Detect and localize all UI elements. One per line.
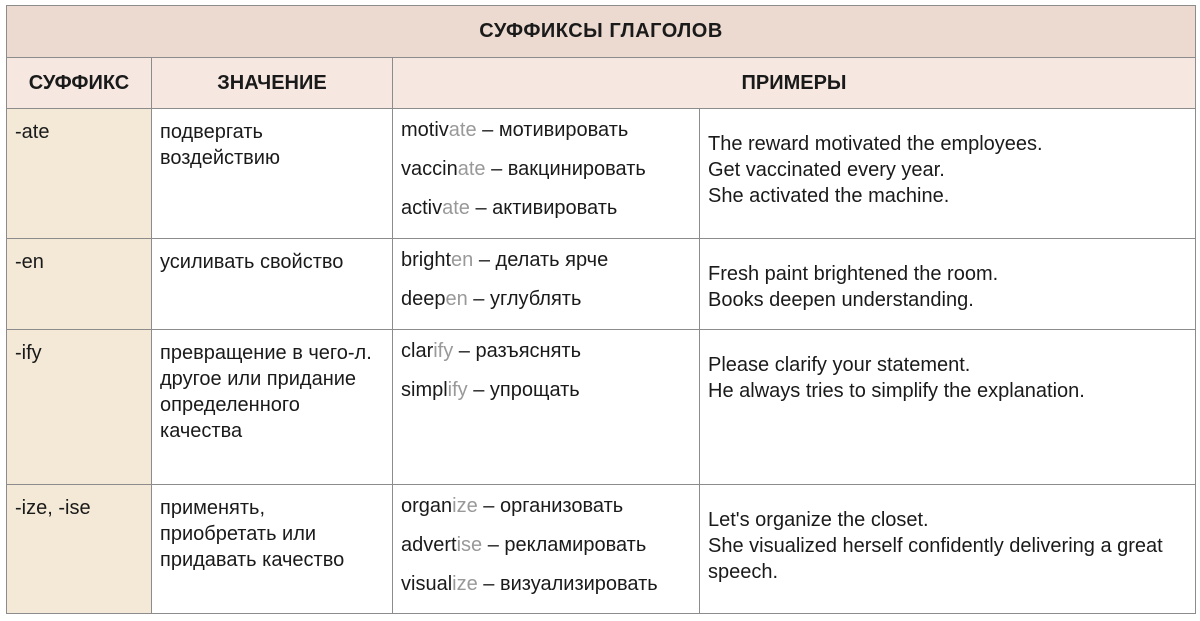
word-stem: vaccin (401, 158, 458, 180)
title-row (7, 6, 1196, 58)
verb-suffixes-table (6, 5, 1196, 614)
examples-cell (393, 109, 700, 239)
word-suffix: ate (448, 119, 477, 141)
example-word (401, 338, 695, 377)
word-translation: – визуализировать (477, 573, 658, 595)
suffix-cell: -ate (7, 109, 152, 239)
example-word (401, 195, 695, 234)
examples-cell (393, 485, 700, 614)
example-sentence: The reward motivated the employees. (708, 133, 1043, 155)
table-row (7, 239, 1196, 330)
word-translation: – мотивировать (476, 119, 629, 141)
header-meaning: ЗНАЧЕНИЕ (152, 58, 393, 109)
table-title: СУФФИКСЫ ГЛАГОЛОВ (7, 6, 1196, 58)
example-word (401, 117, 695, 156)
table-row (7, 485, 1196, 614)
word-translation: – делать ярче (473, 249, 609, 271)
example-word (401, 156, 695, 195)
meaning-cell: усиливать свойство (152, 239, 393, 330)
suffix-cell: -ize, -ise (7, 485, 152, 614)
example-sentence: Books deepen understanding. (708, 289, 974, 311)
example-sentence: She activated the machine. (708, 185, 950, 207)
word-stem: motiv (401, 119, 449, 141)
word-stem: activ (401, 197, 443, 219)
word-stem: clar (401, 340, 434, 362)
word-translation: – вакцинировать (485, 158, 646, 180)
table-row (7, 109, 1196, 239)
example-word (401, 377, 695, 416)
header-suffix: СУФФИКС (7, 58, 152, 109)
word-suffix: ate (457, 158, 486, 180)
word-translation: – упрощать (467, 379, 580, 401)
word-suffix: en (445, 288, 468, 310)
word-stem: visual (401, 573, 453, 595)
example-word (401, 247, 695, 286)
sentences-cell (700, 330, 1196, 485)
table-row (7, 330, 1196, 485)
examples-cell (393, 330, 700, 485)
example-sentence: Let's organize the closet. (708, 509, 929, 531)
word-suffix: en (451, 249, 474, 271)
word-suffix: ize (452, 573, 478, 595)
word-translation: – активировать (469, 197, 618, 219)
word-suffix: ify (433, 340, 454, 362)
example-word (401, 532, 695, 571)
word-suffix: ify (447, 379, 468, 401)
meaning-cell: подвергать воздействию (152, 109, 393, 239)
word-suffix: ise (456, 534, 483, 556)
meaning-cell: превращение в чего-л. другое или придание определенного качества (152, 330, 393, 485)
example-sentence: Please clarify your statement. (708, 354, 971, 376)
example-word (401, 571, 695, 610)
example-sentence: She visualized herself confidently delivering a great speech. (708, 535, 1163, 583)
suffix-cell: -ify (7, 330, 152, 485)
example-sentence: He always tries to simplify the explanation. (708, 380, 1085, 402)
suffix-cell: -en (7, 239, 152, 330)
example-sentence: Get vaccinated every year. (708, 159, 945, 181)
word-stem: bright (401, 249, 452, 271)
word-suffix: ate (442, 197, 470, 219)
word-translation: – углублять (467, 288, 582, 310)
word-translation: – рекламировать (482, 534, 647, 556)
meaning-cell: применять, приобретать или придавать качество (152, 485, 393, 614)
example-sentence: Fresh paint brightened the room. (708, 263, 999, 285)
word-stem: simpl (401, 379, 448, 401)
example-word (401, 493, 695, 532)
word-stem: advert (401, 534, 457, 556)
example-word (401, 286, 695, 325)
word-translation: – организовать (477, 495, 624, 517)
header-examples: ПРИМЕРЫ (393, 58, 1196, 109)
examples-cell (393, 239, 700, 330)
header-row (7, 58, 1196, 109)
sentences-cell (700, 239, 1196, 330)
word-stem: organ (401, 495, 453, 517)
sentences-cell (700, 485, 1196, 614)
sentences-cell (700, 109, 1196, 239)
word-stem: deep (401, 288, 446, 310)
word-translation: – разъяснять (453, 340, 582, 362)
word-suffix: ize (452, 495, 478, 517)
